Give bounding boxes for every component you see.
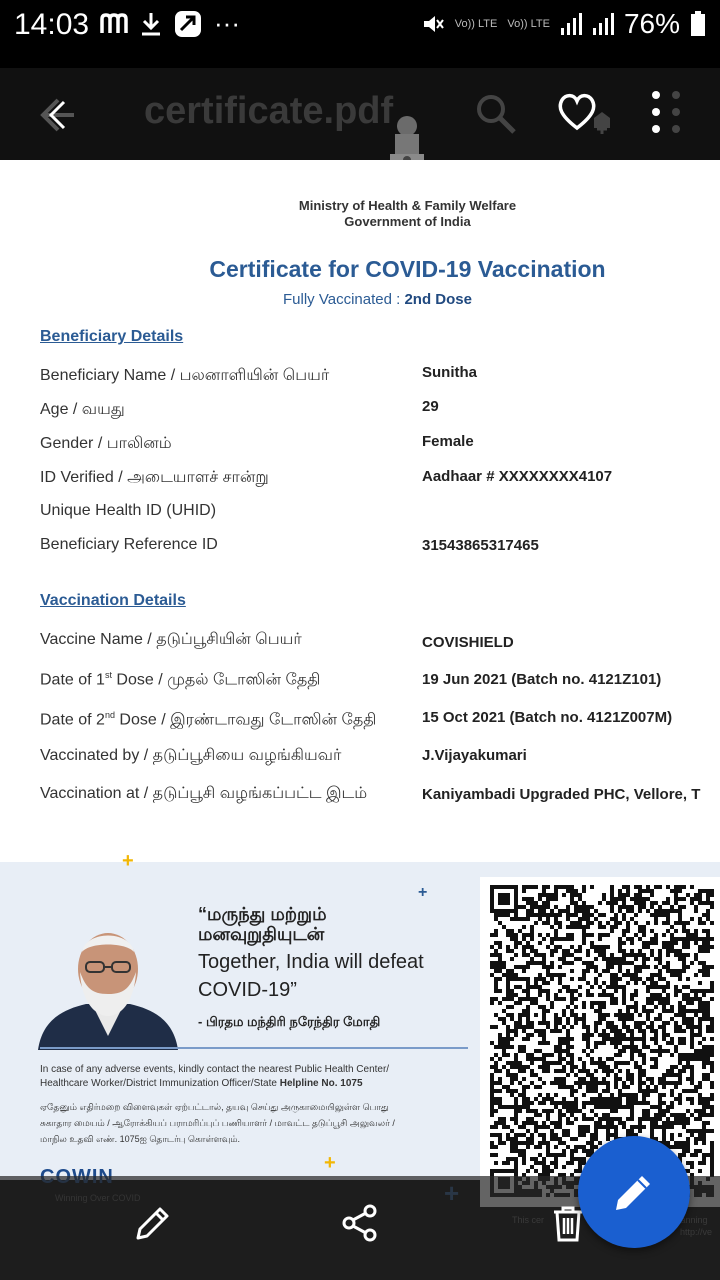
dose1-label-prefix: Date of 1 bbox=[40, 671, 105, 689]
quote-english-line1: Together, India will defeat bbox=[198, 951, 424, 973]
adverse-ta-line3: மாநில உதவி எண். 1075ஐ தொடர்பு கொள்ளவும். bbox=[40, 1134, 241, 1144]
helpline-number: Helpline No. 1075 bbox=[279, 1078, 363, 1089]
adverse-events-notice-tamil bbox=[40, 1099, 470, 1147]
beneficiary-name-label: Beneficiary Name / பலனாளியின் பெயர் bbox=[40, 367, 330, 384]
viewer-toolbar bbox=[0, 68, 720, 160]
adverse-ta-line2: சுகாதார மையம் / ஆரோக்கியப் பராமரிப்புப் பணியாளர் / மாவட்ட தடுப்பூசி அலுவலர் / bbox=[40, 1118, 395, 1128]
adverse-events-notice bbox=[40, 1063, 470, 1091]
more-options-icon[interactable] bbox=[636, 88, 696, 138]
vaccination-section-title: Vaccination Details bbox=[40, 592, 186, 609]
battery-percent: 76% bbox=[623, 8, 680, 39]
edit-fab-button[interactable] bbox=[578, 1136, 690, 1248]
download-icon bbox=[140, 11, 162, 37]
vaccine-name-value: COVISHIELD bbox=[422, 634, 514, 651]
dose1-label bbox=[40, 670, 320, 690]
certificate-title: Certificate for COVID-19 Vaccination bbox=[209, 256, 606, 282]
vaccinated-by-value: J.Vijayakumari bbox=[422, 747, 527, 764]
messaging-icon bbox=[100, 13, 128, 35]
beneficiary-name-value: Sunitha bbox=[422, 364, 477, 381]
id-verified-label: ID Verified / அடையாளச் சான்று bbox=[40, 469, 269, 486]
dose2-label bbox=[40, 710, 376, 730]
more-notifications-icon: ··· bbox=[214, 8, 240, 38]
quote-tamil-line1: “மருந்து மற்றும் bbox=[198, 904, 327, 924]
battery-icon bbox=[690, 11, 706, 37]
dose-status: 2nd Dose bbox=[404, 291, 472, 308]
uhid-label: Unique Health ID (UHID) bbox=[40, 502, 217, 519]
decor-plus-icon: + bbox=[324, 1152, 336, 1174]
edit-pencil-icon bbox=[610, 1168, 658, 1216]
decor-plus-icon: + bbox=[122, 850, 134, 872]
gender-label: Gender / பாலினம் bbox=[40, 435, 172, 452]
decor-plus-icon: + bbox=[418, 884, 428, 901]
network-label-1: Vo)) LTE bbox=[454, 17, 498, 30]
age-value: 29 bbox=[422, 398, 439, 415]
quote-english-line2: COVID-19” bbox=[198, 979, 297, 1001]
dose2-label-sup: nd bbox=[104, 710, 115, 720]
network-label-2: Vo)) LTE bbox=[507, 17, 550, 30]
prime-minister-portrait bbox=[38, 924, 178, 1050]
age-label: Age / வயது bbox=[40, 401, 125, 418]
adverse-line1: In case of any adverse events, kindly contact the nearest Public Health Center/ bbox=[40, 1064, 390, 1075]
favorite-heart-icon[interactable] bbox=[554, 88, 614, 138]
certificate-subtitle bbox=[0, 291, 720, 308]
adverse-line2 bbox=[40, 1077, 470, 1091]
signal-icon-2 bbox=[592, 12, 614, 36]
vaccination-at-value: Kaniyambadi Upgraded PHC, Vellore, T bbox=[422, 786, 701, 803]
subtitle-prefix: Fully Vaccinated : bbox=[283, 291, 401, 308]
dose1-label-sup: st bbox=[104, 670, 112, 680]
dose1-label-suffix: Dose / முதல் டோஸின் தேதி bbox=[111, 671, 321, 689]
search-icon[interactable] bbox=[470, 88, 520, 138]
beneficiary-section-title: Beneficiary Details bbox=[40, 328, 184, 345]
status-bar bbox=[0, 0, 720, 50]
quote-english bbox=[198, 948, 424, 1004]
gender-value: Female bbox=[422, 433, 474, 450]
share-icon[interactable] bbox=[339, 1202, 381, 1244]
dose1-value: 19 Jun 2021 (Batch no. 4121Z101) bbox=[422, 671, 662, 688]
mute-icon bbox=[421, 12, 445, 36]
quote-attribution: - பிரதம மந்திரி நரேந்திர மோதி bbox=[198, 1014, 381, 1029]
document-title: certificate.pdf bbox=[144, 90, 394, 132]
status-right bbox=[421, 8, 706, 40]
reference-id-label: Beneficiary Reference ID bbox=[40, 536, 218, 553]
quote-divider bbox=[40, 1047, 468, 1049]
quote-tamil bbox=[198, 904, 327, 944]
reference-id-value: 31543865317465 bbox=[422, 537, 539, 554]
signal-icon-1 bbox=[560, 12, 582, 36]
status-time: 14:03 bbox=[14, 8, 90, 41]
app-notification-icon bbox=[174, 10, 202, 38]
annotate-pen-icon[interactable] bbox=[132, 1202, 174, 1244]
id-verified-value: Aadhaar # XXXXXXXX4107 bbox=[422, 468, 613, 485]
notification-icons bbox=[100, 8, 240, 39]
ministry-name: Ministry of Health & Family Welfare bbox=[298, 198, 517, 213]
dose2-label-prefix: Date of 2 bbox=[40, 711, 105, 729]
quote-tamil-line2: மனவுறுதியுடன் bbox=[198, 924, 325, 944]
dose2-value: 15 Oct 2021 (Batch no. 4121Z007M) bbox=[422, 709, 673, 726]
dose2-label-suffix: Dose / இரண்டாவது டோஸின் தேதி bbox=[114, 711, 377, 729]
vaccination-at-label: Vaccination at / தடுப்பூசி வழங்கப்பட்ட இடம் bbox=[40, 785, 368, 802]
adverse-line2-text: Healthcare Worker/District Immunization Officer/State bbox=[40, 1078, 277, 1089]
back-arrow-icon[interactable] bbox=[34, 90, 84, 140]
vaccine-name-label: Vaccine Name / தடுப்பூசியின் பெயர் bbox=[40, 631, 302, 648]
vaccinated-by-label: Vaccinated by / தடுப்பூசியை வழங்கியவர் bbox=[40, 747, 342, 764]
government-name: Government of India bbox=[344, 214, 471, 229]
adverse-ta-line1: ஏதேனும் எதிர்மறை விளைவுகள் ஏற்பட்டால், தயவு செய்து அருகாமையிலுள்ள பொது bbox=[40, 1102, 389, 1112]
